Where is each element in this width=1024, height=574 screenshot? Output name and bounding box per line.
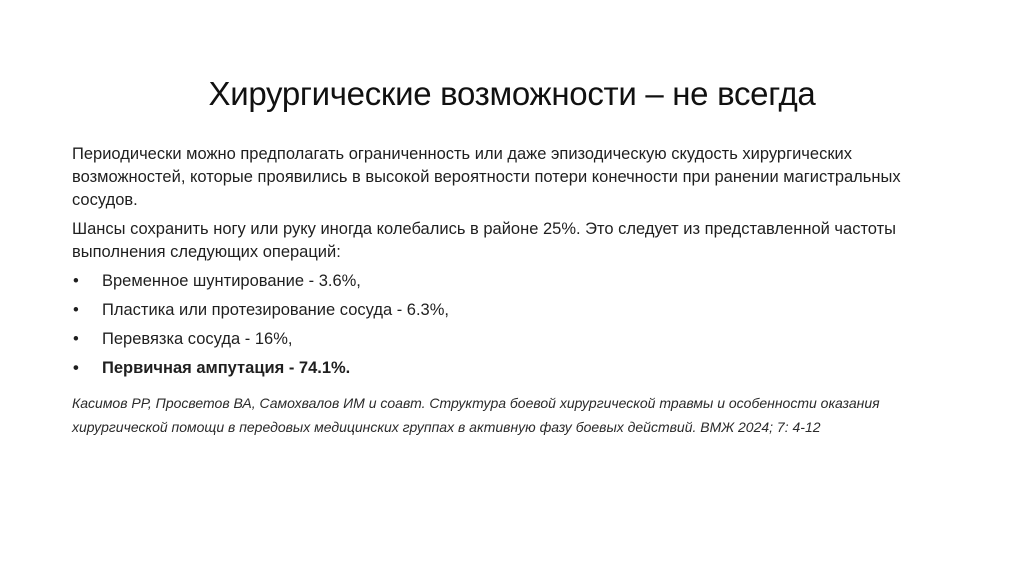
list-item-vessel-repair bbox=[72, 299, 952, 322]
operations-list bbox=[72, 270, 952, 380]
list-item-label: Пластика или протезирование сосуда - 6.3%, bbox=[102, 301, 449, 319]
slide-title: Хирургические возможности – не всегда bbox=[208, 75, 816, 112]
list-item-label: Перевязка сосуда - 16%, bbox=[102, 330, 293, 348]
list-item-label: Временное шунтирование - 3.6%, bbox=[102, 272, 361, 290]
slide-body bbox=[72, 143, 952, 439]
citation-reference: Касимов РР, Просветов ВА, Самохвалов ИМ и соавт. Структура боевой хирургической травмы и особенности оказания хирургической помощи в передовых медицинских группах в активную фазу боевых действий. ВМЖ 2024; 7: 4-12 bbox=[72, 395, 880, 435]
list-item-primary-amputation bbox=[72, 357, 952, 380]
list-item-vessel-ligation bbox=[72, 328, 952, 351]
bullet-icon: • bbox=[73, 272, 79, 290]
bullet-icon: • bbox=[73, 330, 79, 348]
intro-paragraph: Периодически можно предполагать ограниченность или даже эпизодическую скудость хирургических возможностей, которые проявились в высокой вероятности потери конечности при ранении магистральных сосудов. bbox=[72, 145, 901, 209]
list-item-label: Первичная ампутация - 74.1%. bbox=[102, 359, 351, 377]
list-item-temporary-shunting bbox=[72, 270, 952, 293]
chances-paragraph: Шансы сохранить ногу или руку иногда колебались в районе 25%. Это следует из представленной частоты выполнения следующих операций: bbox=[72, 220, 897, 261]
bullet-icon: • bbox=[73, 359, 79, 377]
bullet-icon: • bbox=[73, 301, 79, 319]
